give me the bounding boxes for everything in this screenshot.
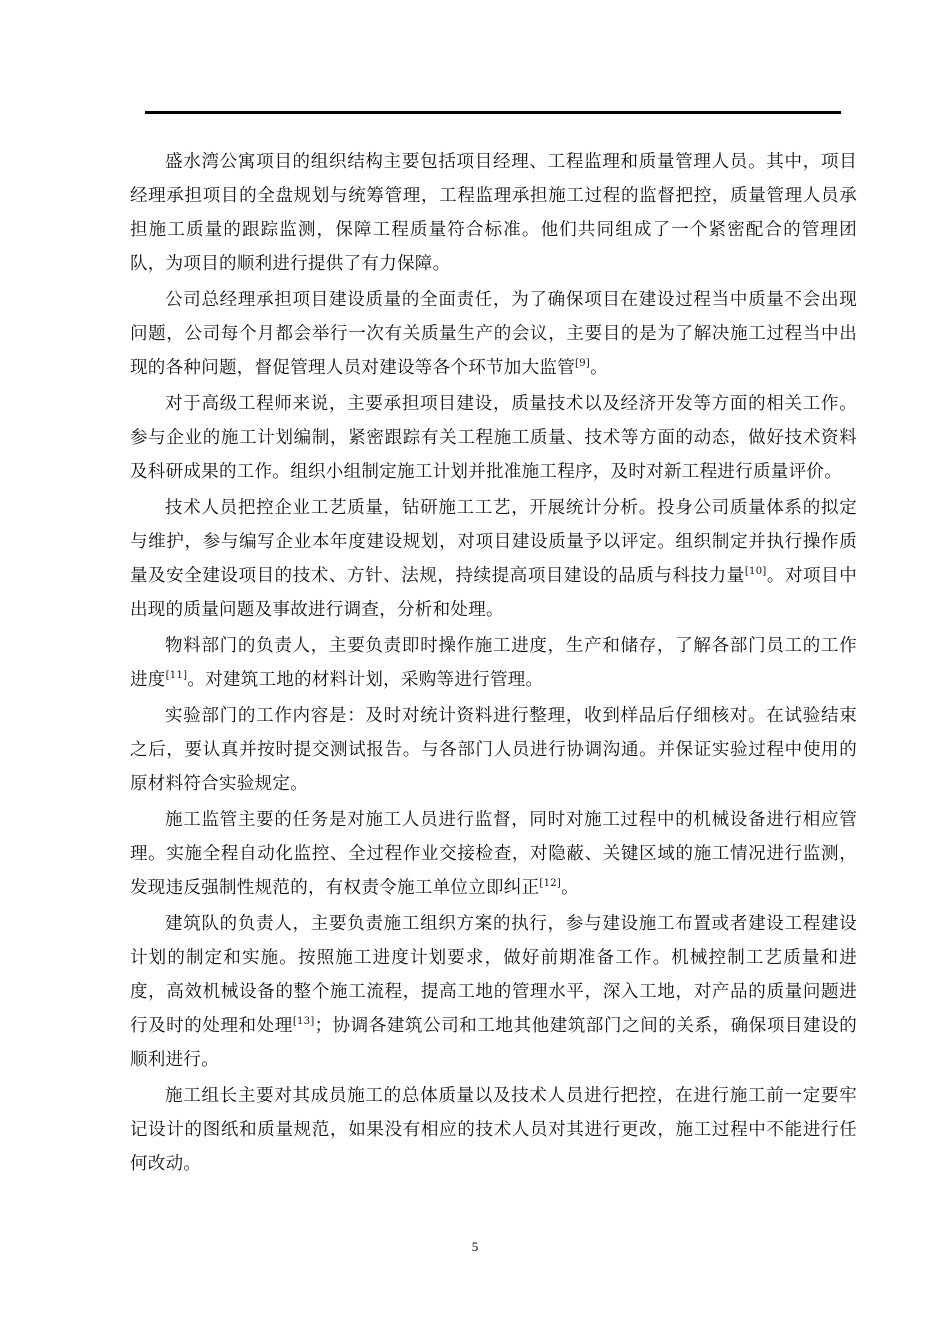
header-rule	[145, 111, 841, 114]
citation-superscript: [13]	[292, 1016, 315, 1028]
paragraph	[130, 145, 857, 281]
citation-superscript: [10]	[744, 566, 767, 578]
paragraph-text: ；协调各建筑公司和工地其他建筑部门之间的关系，确保项目建设的顺利进行。	[130, 1016, 858, 1070]
paragraph-text: 实验部门的工作内容是：及时对统计资料进行整理，收到样品后仔细核对。在试验结束之后，要认真并按时提交测试报告。与各部门人员进行协调沟通。并保证实验过程中使用的原材料符合实验规定。	[130, 706, 857, 794]
paragraph-text: 。对建筑工地的材料计划，采购等进行管理。	[187, 670, 544, 690]
citation-superscript: [9]	[575, 358, 591, 370]
paragraph	[130, 629, 857, 697]
paragraph	[130, 491, 857, 627]
paragraph	[130, 1079, 857, 1181]
paragraph-text: 施工监管主要的任务是对施工人员进行监督，同时对施工过程中的机械设备进行相应管理。实施全程自动化监控、全过程作业交接检查，对隐蔽、关键区域的施工情况进行监测，发现违反强制性规范的，有权责令施工单位立即纠正	[130, 810, 857, 898]
paragraph	[130, 699, 857, 801]
body-text	[130, 145, 857, 1183]
paragraph-text: 公司总经理承担项目建设质量的全面责任，为了确保项目在建设过程当中质量不会出现问题，公司每个月都会举行一次有关质量生产的会议，主要目的是为了解决施工过程当中出现的各种问题，督促管理人员对建设等各个环节加大监管	[130, 290, 857, 378]
paragraph-text: 。	[590, 358, 608, 378]
paragraph-text: 建筑队的负责人，主要负责施工组织方案的执行，参与建设施工布置或者建设工程建设计划的制定和实施。按照施工进度计划要求，做好前期准备工作。机械控制工艺质量和进度，高效机械设备的整个施工流程，提高工地的管理水平，深入工地，对产品的质量问题进行及时的处理和处理	[130, 914, 857, 1036]
paragraph	[130, 283, 857, 385]
paragraph-text: 物料部门的负责人，主要负责即时操作施工进度，生产和储存，了解各部门员工的工作进度	[130, 636, 857, 690]
citation-superscript: [12]	[539, 878, 562, 890]
page-number: 5	[471, 1239, 479, 1254]
paragraph-text: 对于高级工程师来说，主要承担项目建设，质量技术以及经济开发等方面的相关工作。参与企业的施工计划编制，紧密跟踪有关工程施工质量、技术等方面的动态，做好技术资料及科研成果的工作。组织小组制定施工计划并批准施工程序，及时对新工程进行质量评价。	[130, 394, 857, 482]
paragraph-text: 盛水湾公寓项目的组织结构主要包括项目经理、工程监理和质量管理人员。其中，项目经理承担项目的全盘规划与统筹管理，工程监理承担施工过程的监督把控，质量管理人员承担施工质量的跟踪监测，保障工程质量符合标准。他们共同组成了一个紧密配合的管理团队，为项目的顺利进行提供了有力保障。	[130, 152, 857, 274]
paragraph	[130, 387, 857, 489]
citation-superscript: [11]	[165, 670, 188, 682]
paragraph-text: 技术人员把控企业工艺质量，钻研施工工艺，开展统计分析。投身公司质量体系的拟定与维护，参与编写企业本年度建设规划，对项目建设质量予以评定。组织制定并执行操作质量及安全建设项目的技术、方针、法规，持续提高项目建设的品质与科技力量	[130, 498, 857, 586]
paragraph	[130, 803, 857, 905]
paragraph-text: 施工组长主要对其成员施工的总体质量以及技术人员进行把控，在进行施工前一定要牢记设计的图纸和质量规范，如果没有相应的技术人员对其进行更改，施工过程中不能进行任何改动。	[130, 1086, 857, 1174]
paragraph-text: 。	[561, 878, 579, 898]
paragraph-text: 。对项目中出现的质量问题及事故进行调查，分析和处理。	[130, 566, 857, 620]
paragraph	[130, 907, 857, 1077]
